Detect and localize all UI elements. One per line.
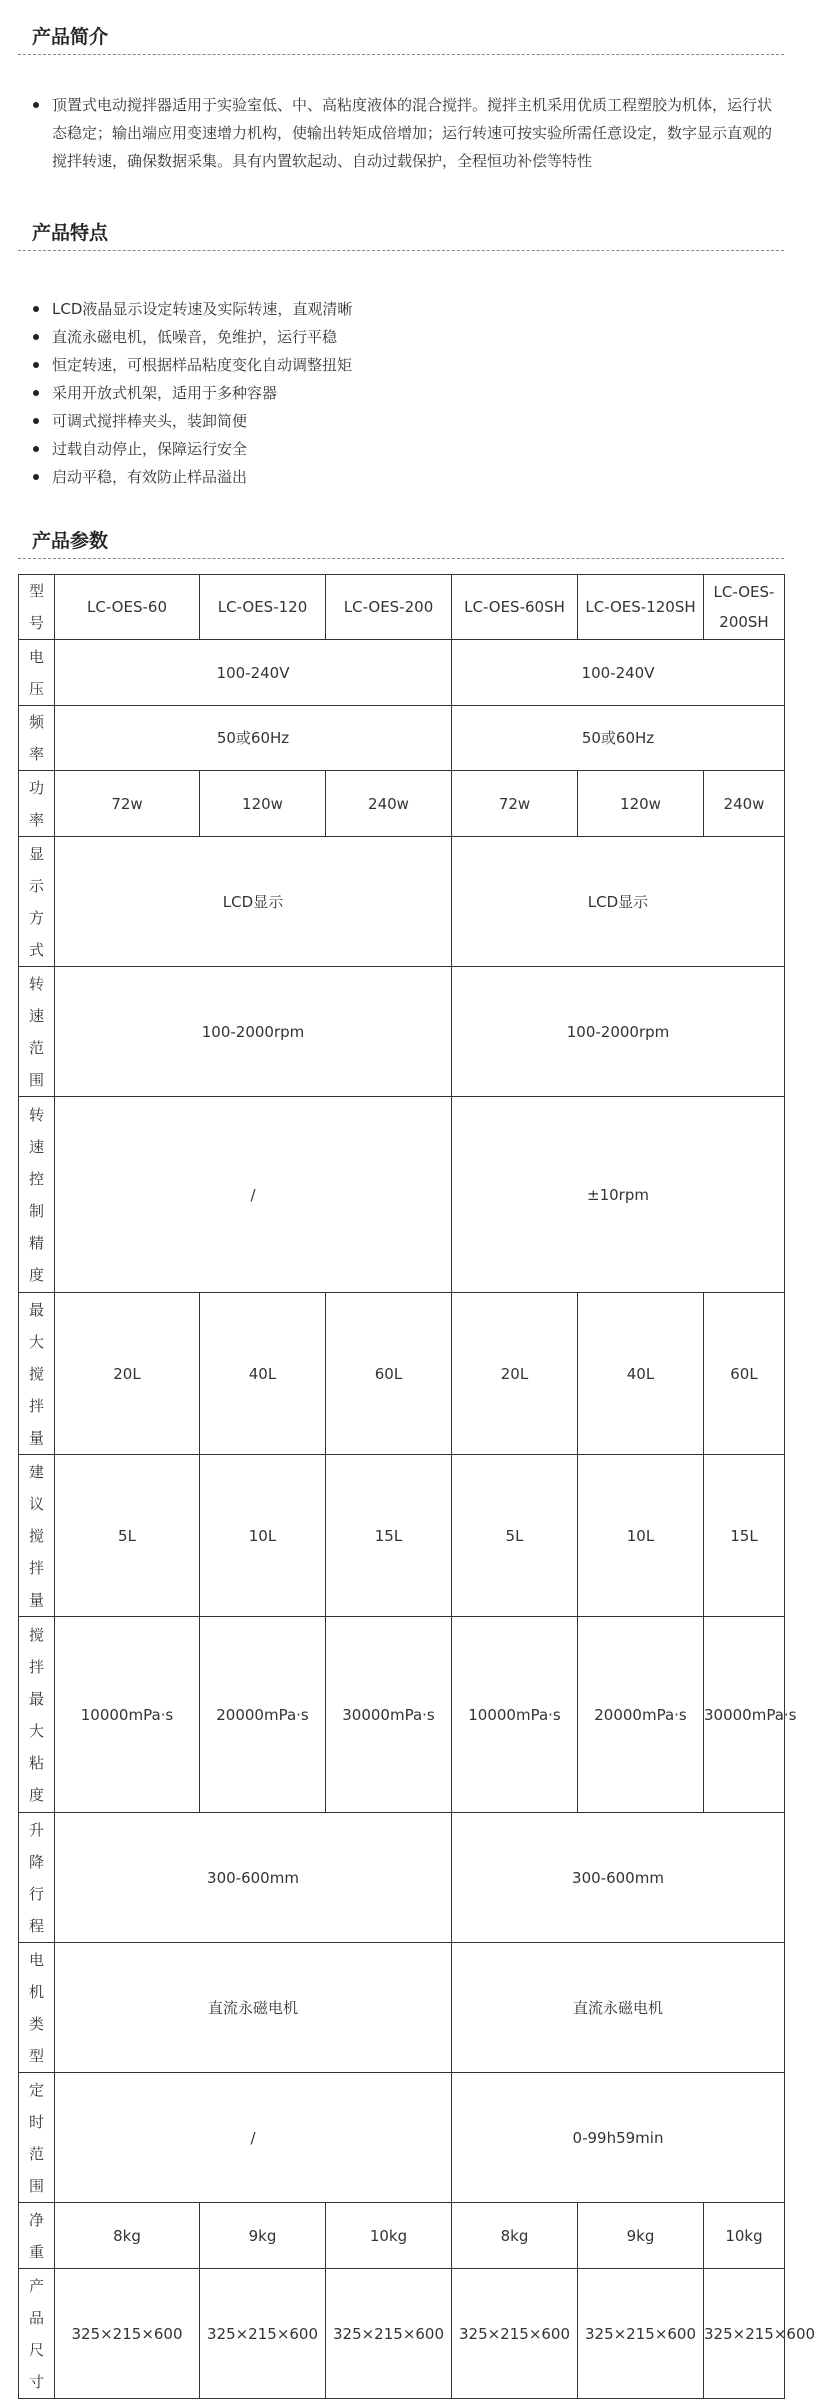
value-cell: / [55, 1097, 452, 1293]
value-cell: 9kg [200, 2203, 326, 2269]
value-cell: 50或60Hz [55, 706, 452, 771]
value-cell: 325×215×600 [578, 2269, 704, 2399]
value-cell: 20000mPa·s [200, 1617, 326, 1813]
intro-section [18, 20, 784, 175]
value-cell: 240w [704, 771, 785, 837]
intro-title: 产品简介 [18, 20, 784, 55]
value-cell: 300-600mm [452, 1813, 785, 1943]
value-cell: 10000mPa·s [55, 1617, 200, 1813]
row-label: 搅拌最大粘度 [19, 1617, 55, 1813]
value-cell: 50或60Hz [452, 706, 785, 771]
table-row [19, 2073, 785, 2203]
row-label: 显示方式 [19, 837, 55, 967]
value-cell: 40L [578, 1293, 704, 1455]
table-row [19, 1097, 785, 1293]
value-cell: 20L [452, 1293, 578, 1455]
row-label: 频率 [19, 706, 55, 771]
table-row [19, 2269, 785, 2399]
value-cell: 30000mPa·s [326, 1617, 452, 1813]
features-section [18, 216, 784, 491]
value-cell: 325×215×600 [326, 2269, 452, 2399]
table-row [19, 1293, 785, 1455]
value-cell: 5L [55, 1455, 200, 1617]
value-cell: 9kg [578, 2203, 704, 2269]
value-cell: 直流永磁电机 [55, 1943, 452, 2073]
table-row [19, 706, 785, 771]
value-cell: 8kg [452, 2203, 578, 2269]
value-cell: 20000mPa·s [578, 1617, 704, 1813]
value-cell: 15L [326, 1455, 452, 1617]
value-cell: 120w [578, 771, 704, 837]
value-cell: 15L [704, 1455, 785, 1617]
row-label: 定时范围 [19, 2073, 55, 2203]
value-cell: 120w [200, 771, 326, 837]
model-cell: LC-OES-120 [200, 575, 326, 640]
table-row [19, 771, 785, 837]
model-cell: LC-OES-60SH [452, 575, 578, 640]
row-label: 最大搅拌量 [19, 1293, 55, 1455]
feature-item: 可调式搅拌棒夹头，装卸简便 [18, 407, 784, 435]
value-cell: 325×215×600 [452, 2269, 578, 2399]
value-cell: 300-600mm [55, 1813, 452, 1943]
features-list [18, 295, 784, 491]
model-cell: LC-OES-120SH [578, 575, 704, 640]
value-cell: 直流永磁电机 [452, 1943, 785, 2073]
row-label: 转速范围 [19, 967, 55, 1097]
table-row [19, 640, 785, 706]
value-cell: ±10rpm [452, 1097, 785, 1293]
value-cell: 72w [55, 771, 200, 837]
row-label: 净重 [19, 2203, 55, 2269]
table-row [19, 837, 785, 967]
feature-item: LCD液晶显示设定转速及实际转速，直观清晰 [18, 295, 784, 323]
value-cell: 10kg [704, 2203, 785, 2269]
feature-item: 启动平稳，有效防止样品溢出 [18, 463, 784, 491]
value-cell: 325×215×600 [55, 2269, 200, 2399]
row-label: 升降行程 [19, 1813, 55, 1943]
table-row [19, 1455, 785, 1617]
table-row [19, 967, 785, 1097]
params-title: 产品参数 [18, 524, 784, 559]
model-cell: LC-OES-200SH [704, 575, 785, 640]
value-cell: 8kg [55, 2203, 200, 2269]
value-cell: 240w [326, 771, 452, 837]
value-cell: 10kg [326, 2203, 452, 2269]
row-label: 产品尺寸 [19, 2269, 55, 2399]
value-cell: 5L [452, 1455, 578, 1617]
table-row [19, 1943, 785, 2073]
value-cell: LCD显示 [55, 837, 452, 967]
value-cell: 10L [578, 1455, 704, 1617]
feature-item: 采用开放式机架，适用于多种容器 [18, 379, 784, 407]
feature-item: 过载自动停止，保障运行安全 [18, 435, 784, 463]
value-cell: 100-240V [55, 640, 452, 706]
row-label: 转速控制精度 [19, 1097, 55, 1293]
row-label: 功率 [19, 771, 55, 837]
params-section [18, 524, 784, 559]
params-table [18, 574, 815, 2399]
feature-item: 恒定转速，可根据样品粘度变化自动调整扭矩 [18, 351, 784, 379]
table-row [19, 1813, 785, 1943]
value-cell: 20L [55, 1293, 200, 1455]
row-label: 型号 [19, 575, 55, 640]
value-cell: 30000mPa·s [704, 1617, 785, 1813]
value-cell: 100-2000rpm [452, 967, 785, 1097]
features-title: 产品特点 [18, 216, 784, 251]
table-row [19, 1617, 785, 1813]
row-label: 电压 [19, 640, 55, 706]
value-cell: 40L [200, 1293, 326, 1455]
value-cell: 325×215×600 [200, 2269, 326, 2399]
row-label: 建议搅拌量 [19, 1455, 55, 1617]
feature-item: 直流永磁电机，低噪音，免维护，运行平稳 [18, 323, 784, 351]
intro-item: 顶置式电动搅拌器适用于实验室低、中、高粘度液体的混合搅拌。搅拌主机采用优质工程塑胶为机体，运行状态稳定；输出端应用变速增力机构，使输出转矩成倍增加；运行转速可按实验所需任意设定，数字显示直观的搅拌转速，确保数据采集。具有内置软起动、自动过载保护，全程恒功补偿等特性 [18, 91, 784, 175]
value-cell: / [55, 2073, 452, 2203]
value-cell: 100-2000rpm [55, 967, 452, 1097]
value-cell: LCD显示 [452, 837, 785, 967]
row-label: 电机类型 [19, 1943, 55, 2073]
table-row-model [19, 575, 785, 640]
value-cell: 100-240V [452, 640, 785, 706]
model-cell: LC-OES-200 [326, 575, 452, 640]
value-cell: 10000mPa·s [452, 1617, 578, 1813]
value-cell: 325×215×600 [704, 2269, 785, 2399]
intro-list [18, 91, 784, 175]
value-cell: 60L [326, 1293, 452, 1455]
value-cell: 72w [452, 771, 578, 837]
value-cell: 60L [704, 1293, 785, 1455]
model-cell: LC-OES-60 [55, 575, 200, 640]
value-cell: 0-99h59min [452, 2073, 785, 2203]
table-row [19, 2203, 785, 2269]
value-cell: 10L [200, 1455, 326, 1617]
